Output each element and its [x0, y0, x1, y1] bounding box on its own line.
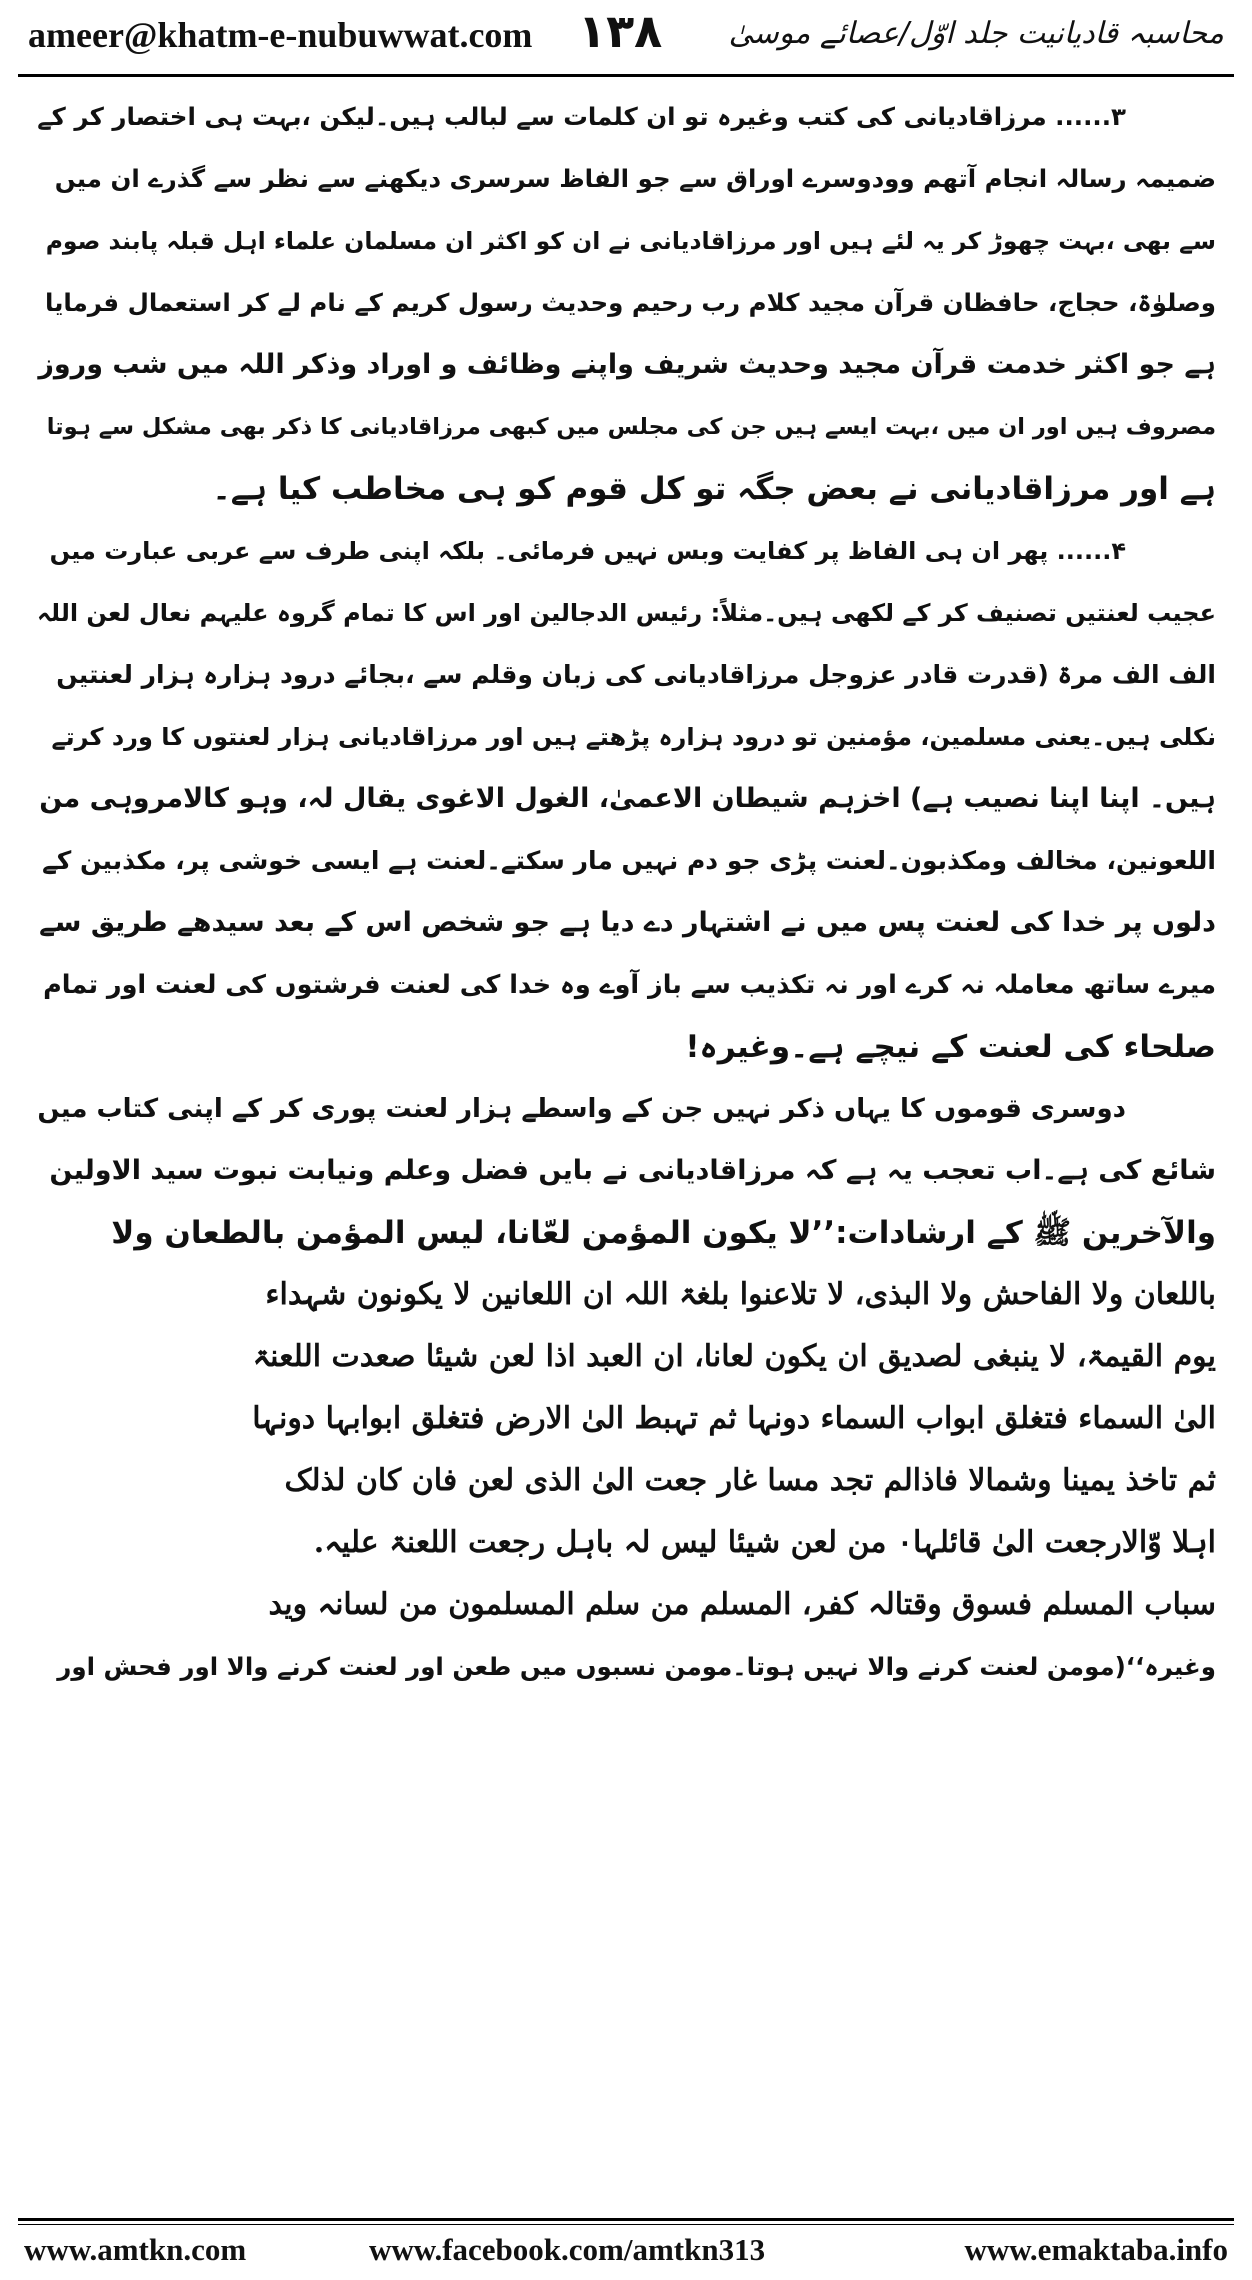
footer-link-amtkn[interactable]: www.amtkn.com: [24, 2232, 247, 2267]
footer-rule-thin: [18, 2224, 1234, 2225]
text-line: میرے ساتھ معاملہ نہ کرے اور نہ تکذیب سے باز آوے وہ خدا کی لعنت فرشتوں کی لعنت اور تمام: [43, 970, 1216, 1000]
text-line: صلحاء کی لعنت کے نیچے ہے۔وغیرہ!: [685, 1029, 1216, 1065]
text-line: ضمیمہ رسالہ انجام آتھم وودوسرے اوراق سے جو الفاظ سرسری دیکھنے سے نظر سے گذرے ان میں: [54, 164, 1216, 193]
text-line: اہلا وّالارجعت الیٰ قائلہا۰ من لعن شیئا لیس لہ باہل رجعت اللعنۃ علیہ.: [313, 1525, 1216, 1560]
text-line: ۴...... پھر ان ہی الفاظ پر کفایت وبس نہیں فرمائی۔ بلکہ اپنی طرف سے عربی عبارت میں: [49, 537, 1126, 565]
text-line: مصروف ہیں اور ان میں ،بہت ایسے ہیں جن کی مجلس میں کبھی مرزاقادیانی کا ذکر بھی مشکل سے ہوتا: [46, 414, 1216, 440]
text-line: وغیرہ‘‘(مومن لعنت کرنے والا نہیں ہوتا۔مومن نسبوں میں طعن اور لعنت کرنے والا اور فحش اور: [57, 1652, 1216, 1681]
text-line: باللعان ولا الفاحش ولا البذی، لا تلاعنوا بلغۃ اللہ ان اللعانین لا یکونون شہداء: [265, 1277, 1216, 1312]
footer-rule: [18, 2218, 1234, 2221]
text-line: دلوں پر خدا کی لعنت پس میں نے اشتہار دے دیا ہے جو شخص اس کے بعد سیدھے طریق سے: [39, 907, 1216, 938]
text-line: ہے جو اکثر خدمت قرآن مجید وحدیث شریف واپنے وظائف و اوراد وذکر اللہ میں شب وروز: [38, 349, 1216, 380]
text-line: اللعونین، مخالف ومکذبون۔لعنت پڑی جو دم نہیں مار سکتے۔لعنت ہے ایسی خوشی پر، مکذبین کے: [42, 846, 1216, 875]
footer-link-facebook[interactable]: www.facebook.com/amtkn313: [369, 2232, 766, 2267]
text-line: ۳...... مرزاقادیانی کی کتب وغیرہ تو ان کلمات سے لبالب ہیں۔لیکن ،بہت ہی اختصار کر کے: [37, 102, 1126, 131]
text-line: دوسری قوموں کا یہاں ذکر نہیں جن کے واسطے ہزار لعنت پوری کر کے اپنی کتاب میں: [37, 1094, 1126, 1124]
page-header: [18, 2, 1234, 72]
page-footer: [24, 2232, 1228, 2272]
text-line: عجیب لعنتیں تصنیف کر کے لکھی ہیں۔مثلاً: رئیس الدجالین اور اس کا تمام گروہ علیہم نعال لعن اللہ: [36, 599, 1216, 627]
text-line: الیٰ السماء فتغلق ابواب السماء دونہا ثم تہبط الیٰ الارض فتغلق ابوابہا دونہا: [252, 1401, 1216, 1436]
text-line: الف الف مرۃ (قدرت قادر عزوجل مرزاقادیانی کی زبان وقلم سے ،بجائے درود ہزارہ ہزار لعنتیں: [56, 660, 1216, 689]
text-line: وصلوٰۃ، حجاج، حافظان قرآن مجید کلام رب رحیم وحدیث رسول کریم کے نام لے کر استعمال فرمایا: [45, 288, 1216, 317]
text-line: ہے اور مرزاقادیانی نے بعض جگہ تو کل قوم کو ہی مخاطب کیا ہے۔: [212, 471, 1216, 507]
text-line: نکلی ہیں۔یعنی مسلمین، مؤمنین تو درود ہزارہ پڑھتے ہیں اور مرزاقادیانی ہزار لعنتوں کا ورد کرتے: [51, 723, 1216, 751]
footer-link-emaktaba[interactable]: www.emaktaba.info: [964, 2232, 1228, 2267]
page-body: [36, 86, 1216, 1698]
text-line: والآخرین ﷺ کے ارشادات:’’لا یکون المؤمن لعّانا، لیس المؤمن بالطعان ولا: [111, 1215, 1216, 1251]
header-rule: [18, 74, 1234, 77]
text-line: ثم تاخذ یمینا وشمالا فاذالم تجد مسا غار جعت الیٰ الذی لعن فان کان لذلک: [284, 1463, 1216, 1498]
text-line: یوم القیمۃ، لا ینبغی لصدیق ان یکون لعانا، ان العبد اذا لعن شیئا صعدت اللعنۃ: [252, 1339, 1216, 1374]
header-email: ameer@khatm-e-nubuwwat.com: [28, 15, 533, 55]
text-line: ہیں۔ اپنا اپنا نصیب ہے) اخزہم شیطان الاعمیٰ، الغول الاغوی یقال لہ، وہو کالامروہی من: [39, 783, 1216, 814]
text-line: شائع کی ہے۔اب تعجب یہ ہے کہ مرزاقادیانی نے بایں فضل وعلم ونیابت نبوت سید الاولین: [49, 1155, 1216, 1186]
book-title: محاسبہ قادیانیت جلد اوّل/عصائے موسیٰ: [728, 16, 1224, 51]
text-line: سباب المسلم فسوق وقتالہ کفر، المسلم من سلم المسلمون من لسانہ وید: [268, 1587, 1216, 1622]
page-number: ۱۳۸: [578, 4, 663, 58]
text-line: سے بھی ،بہت چھوڑ کر یہ لئے ہیں اور مرزاقادیانی نے ان کو اکثر ان مسلمان علماء اہل قبلہ پابند صوم: [45, 227, 1216, 255]
